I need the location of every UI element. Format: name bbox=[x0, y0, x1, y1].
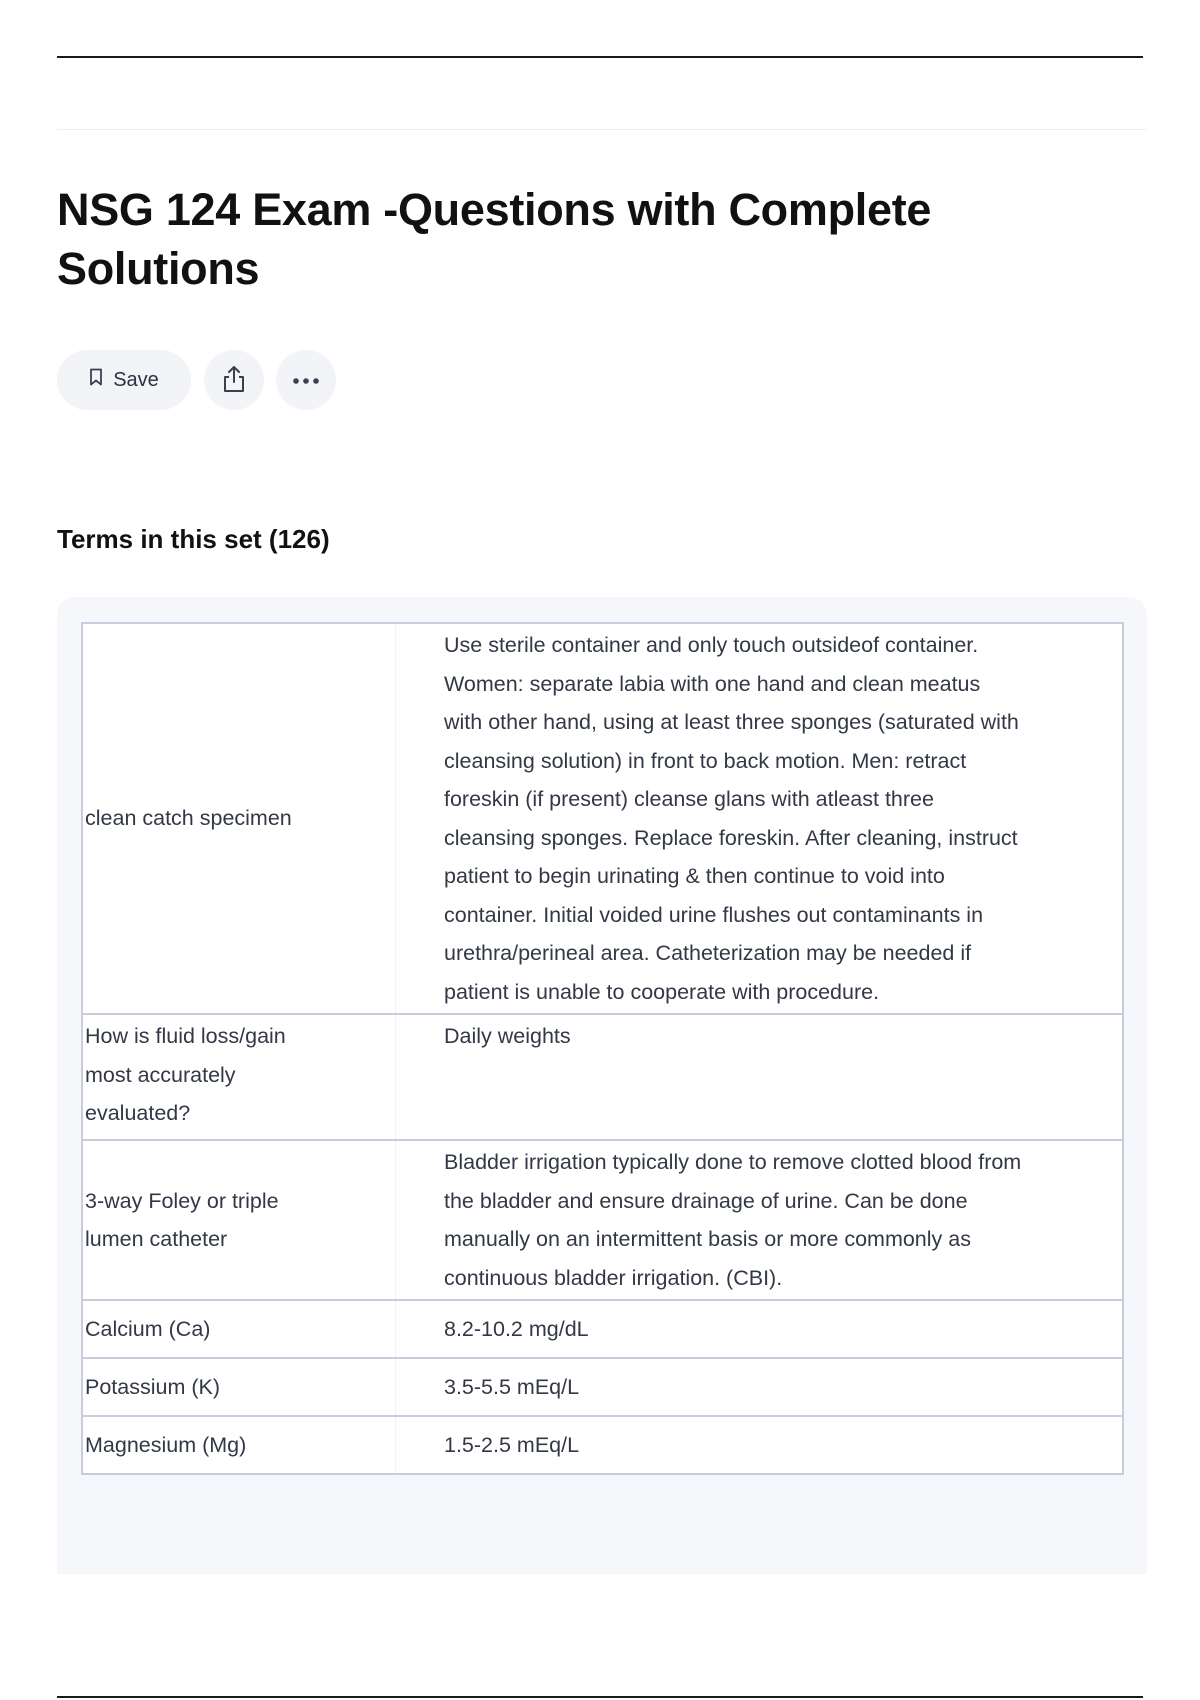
terms-table bbox=[81, 622, 1124, 1475]
term-row bbox=[82, 1140, 1123, 1300]
bookmark-icon bbox=[89, 368, 103, 392]
action-bar bbox=[57, 350, 336, 410]
term-row bbox=[82, 1358, 1123, 1416]
definition-text: Daily weights bbox=[444, 1024, 571, 1048]
term-row bbox=[82, 623, 1123, 1014]
term-text: Calcium (Ca) bbox=[82, 1300, 396, 1358]
term-text: Magnesium (Mg) bbox=[82, 1416, 396, 1474]
top-divider bbox=[57, 56, 1143, 58]
term-text: Potassium (K) bbox=[82, 1358, 396, 1416]
term-text: 3-way Foley or triple lumen catheter bbox=[82, 1140, 396, 1300]
term-text: How is fluid loss/gain most accurately evaluated? bbox=[82, 1014, 396, 1140]
more-horizontal-icon bbox=[292, 373, 320, 388]
term-row bbox=[82, 1300, 1123, 1358]
terms-heading: Terms in this set (126) bbox=[57, 524, 330, 554]
term-row bbox=[82, 1416, 1123, 1474]
save-label: Save bbox=[113, 368, 159, 391]
definition-text: Use sterile container and only touch outsideof container. Women: separate labia with one hand and clean meatus with other hand, using at least three sponges (saturated with cleansing solution) in front to back motion. Men: retract foreskin (if present) cleanse glans with atleast three cleansing sponges. Replace foreskin. After cleaning, instruct patient to begin urinating & then continue to void into container. Initial voided urine flushes out contaminants in urethra/perineal area. Catheterization may be needed if patient is unable to cooperate with procedure. bbox=[444, 633, 1019, 1004]
share-icon bbox=[221, 365, 247, 396]
save-button[interactable] bbox=[57, 350, 191, 410]
definition-text: 8.2-10.2 mg/dL bbox=[444, 1316, 589, 1341]
definition-text: 3.5-5.5 mEq/L bbox=[444, 1374, 580, 1399]
header-divider bbox=[57, 129, 1147, 130]
page-title: NSG 124 Exam -Questions with Complete Solutions bbox=[57, 184, 932, 294]
bottom-divider bbox=[57, 1696, 1143, 1698]
term-text: clean catch specimen bbox=[82, 623, 396, 1014]
term-row bbox=[82, 1014, 1123, 1140]
definition-text: 1.5-2.5 mEq/L bbox=[444, 1432, 580, 1457]
more-options-button[interactable] bbox=[276, 350, 336, 410]
definition-text: Bladder irrigation typically done to remove clotted blood from the bladder and ensure drainage of urine. Can be done manually on an intermittent basis or more commonly as continuous bladder irrigation. (CBI). bbox=[444, 1150, 1022, 1290]
share-button[interactable] bbox=[204, 350, 264, 410]
